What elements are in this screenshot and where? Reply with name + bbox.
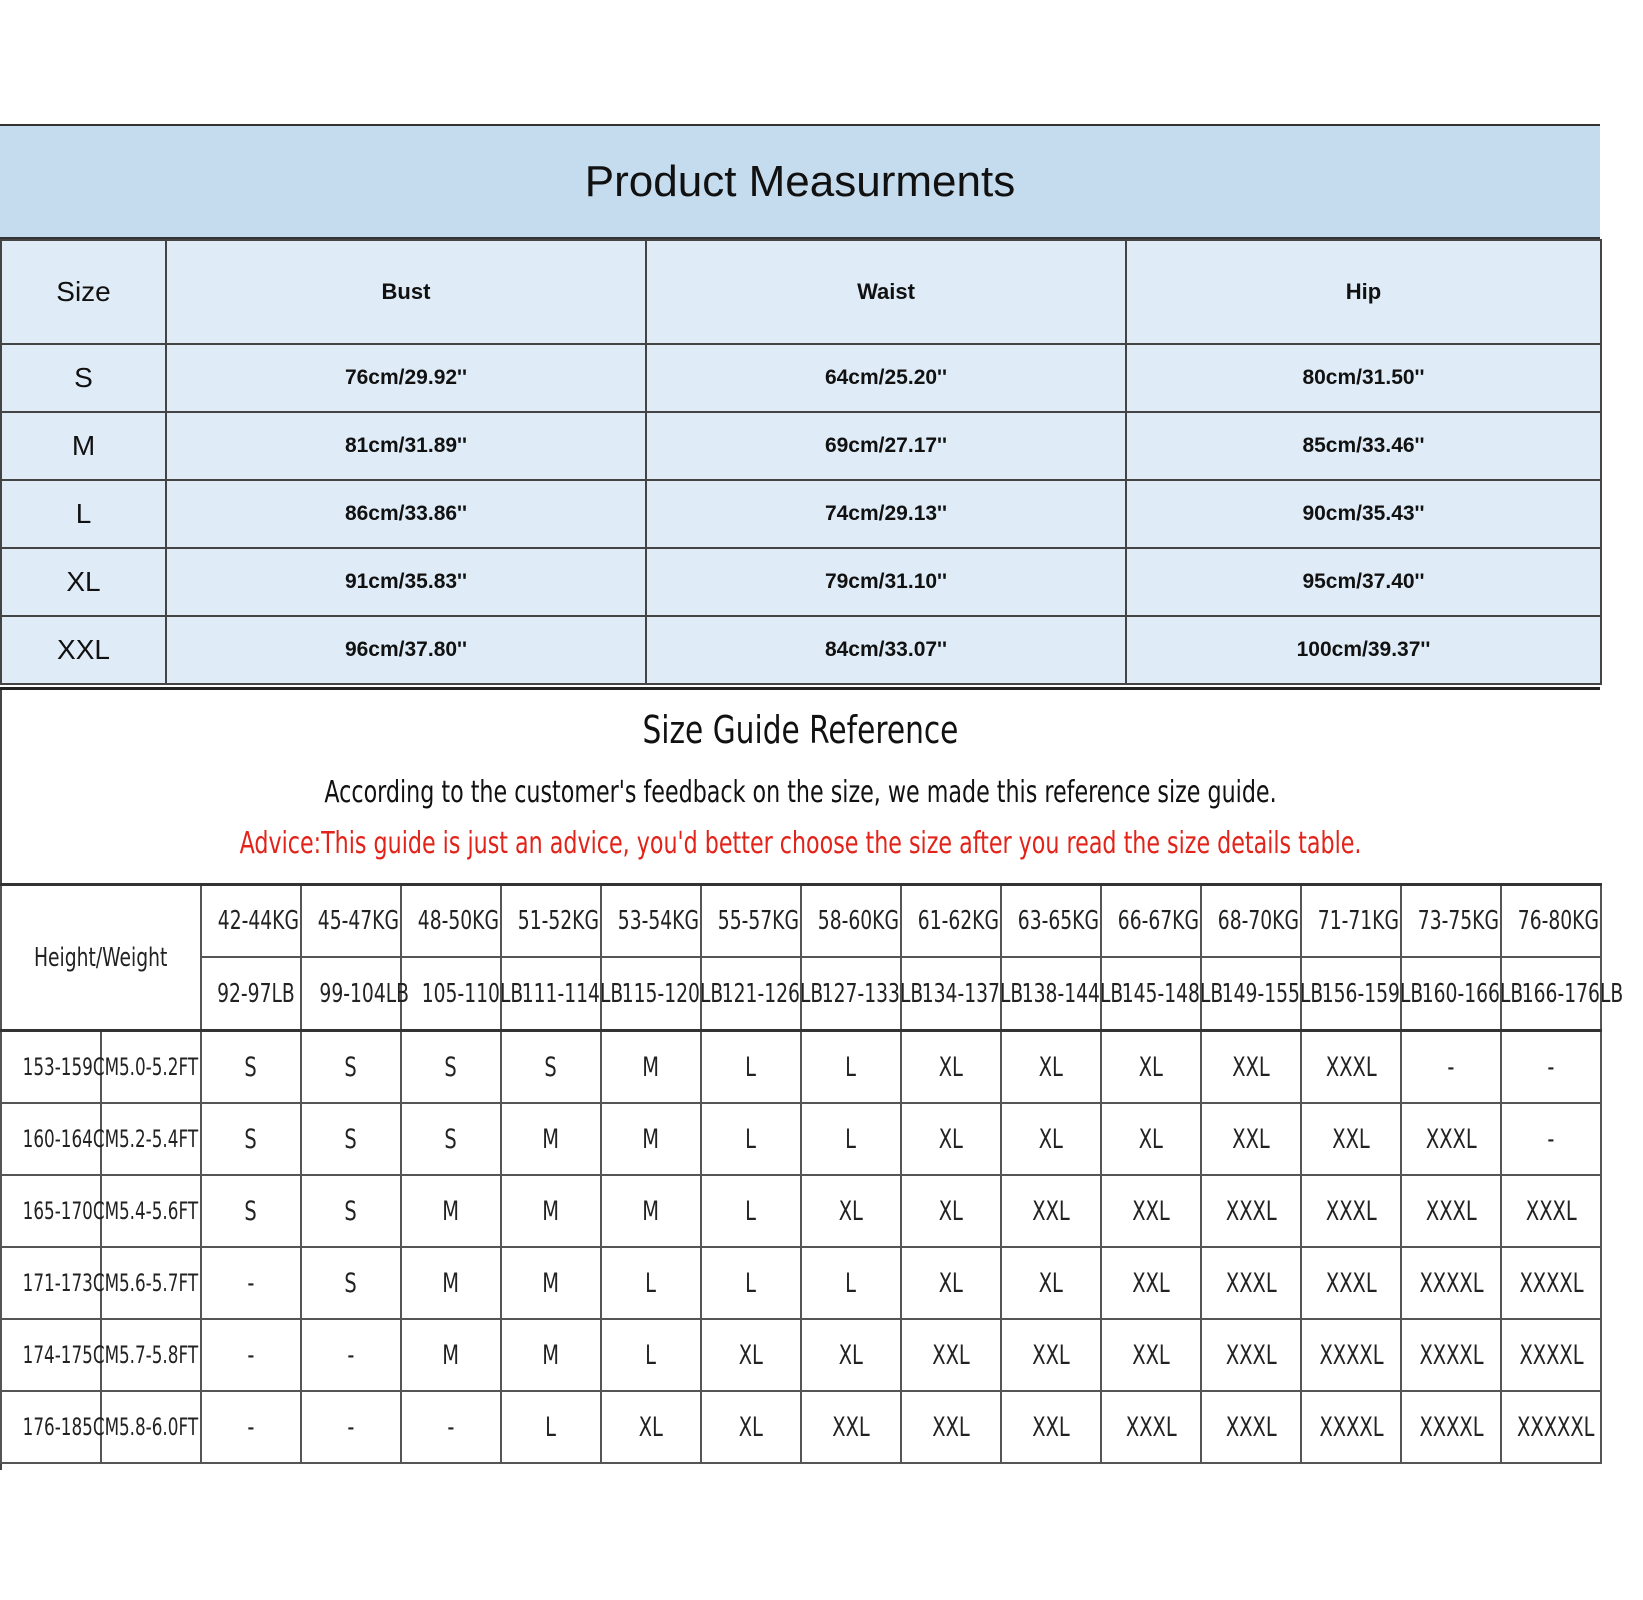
- weight-kg-header: [701, 885, 801, 958]
- recommended-size: XXXL: [1225, 1339, 1277, 1371]
- recommended-size: XXL: [1132, 1195, 1170, 1227]
- recommended-size-cell: [1101, 1031, 1201, 1104]
- weight-kg-label: 55-57KG: [717, 906, 799, 936]
- weight-lb-label: 127-133LB: [821, 978, 924, 1009]
- recommended-size: S: [344, 1195, 358, 1227]
- recommended-size-cell: [501, 1103, 601, 1175]
- weight-kg-label: 73-75KG: [1417, 906, 1499, 936]
- recommended-size-cell: [1401, 1103, 1501, 1175]
- recommended-size: M: [442, 1195, 460, 1227]
- recommended-size: XXL: [832, 1411, 870, 1443]
- recommended-size-cell: [1201, 1247, 1301, 1319]
- recommended-size-cell: [201, 1103, 301, 1175]
- recommended-size-cell: [701, 1031, 801, 1104]
- bust-cell: 76cm/29.92'': [166, 344, 646, 412]
- recommended-size: M: [642, 1123, 660, 1155]
- height-ft-label: 5.4-5.6FT: [118, 1197, 199, 1225]
- recommended-size-cell: [301, 1319, 401, 1391]
- weight-kg-label: 76-80KG: [1517, 906, 1599, 936]
- weight-lb-label: 138-144LB: [1021, 978, 1124, 1009]
- recommended-size-cell: [1401, 1319, 1501, 1391]
- recommended-size: -: [247, 1339, 255, 1371]
- weight-kg-label: 45-47KG: [317, 906, 399, 936]
- recommended-size-cell: [1301, 1103, 1401, 1175]
- weight-kg-header: [1201, 885, 1301, 958]
- weight-kg-row: [1, 885, 1601, 958]
- recommended-size-cell: [1401, 1031, 1501, 1104]
- header-waist: Waist: [646, 240, 1126, 344]
- recommended-size: -: [1547, 1051, 1555, 1083]
- recommended-size: XL: [1038, 1123, 1064, 1155]
- recommended-size-cell: [1301, 1319, 1401, 1391]
- recommended-size-cell: [801, 1175, 901, 1247]
- size-guide-row: [1, 1247, 1601, 1319]
- weight-kg-label: 42-44KG: [217, 906, 299, 936]
- height-cm-cell: [1, 1103, 120, 1175]
- recommended-size-cell: [901, 1031, 1001, 1104]
- recommended-size: L: [745, 1195, 757, 1227]
- recommended-size: S: [344, 1051, 358, 1083]
- recommended-size: L: [745, 1123, 757, 1155]
- weight-kg-label: 58-60KG: [817, 906, 899, 936]
- bust-cell: 81cm/31.89'': [166, 412, 646, 480]
- weight-lb-label: 121-126LB: [721, 978, 824, 1009]
- size-guide-row: [1, 1391, 1601, 1463]
- weight-lb-label: 149-155LB: [1221, 978, 1324, 1009]
- size-guide-row: [1, 1319, 1601, 1391]
- recommended-size: XXXXL: [1318, 1411, 1384, 1443]
- recommended-size-cell: [601, 1247, 701, 1319]
- weight-lb-header: [301, 957, 410, 1031]
- weight-lb-label: 145-148LB: [1121, 978, 1224, 1009]
- recommended-size-cell: [1301, 1247, 1401, 1319]
- recommended-size: XXXXXL: [1517, 1411, 1595, 1443]
- recommended-size-cell: [301, 1247, 401, 1319]
- weight-kg-label: 71-71KG: [1317, 906, 1399, 936]
- recommended-size-cell: [701, 1391, 801, 1463]
- weight-lb-label: 115-120LB: [621, 978, 724, 1009]
- recommended-size-cell: [801, 1319, 901, 1391]
- recommended-size-cell: [701, 1175, 801, 1247]
- header-hip: Hip: [1126, 240, 1601, 344]
- recommended-size: XXXL: [1425, 1195, 1477, 1227]
- recommended-size-cell: [301, 1175, 401, 1247]
- weight-kg-label: 66-67KG: [1117, 906, 1199, 936]
- recommended-size: L: [645, 1267, 657, 1299]
- recommended-size: XL: [938, 1195, 964, 1227]
- height-cm-cell: [1, 1391, 120, 1463]
- recommended-size: L: [845, 1267, 857, 1299]
- recommended-size-cell: [301, 1031, 401, 1104]
- size-cell: S: [1, 344, 166, 412]
- recommended-size: S: [244, 1051, 258, 1083]
- recommended-size-cell: [401, 1103, 501, 1175]
- recommended-size-cell: [1101, 1103, 1201, 1175]
- weight-kg-header: [1401, 885, 1501, 958]
- recommended-size-cell: [201, 1031, 301, 1104]
- waist-cell: 64cm/25.20'': [646, 344, 1126, 412]
- size-cell: XXL: [1, 616, 166, 684]
- height-cm-cell: [1, 1031, 120, 1104]
- recommended-size-cell: [601, 1175, 701, 1247]
- recommended-size-cell: [1201, 1103, 1301, 1175]
- weight-lb-label: 111-114LB: [521, 978, 624, 1009]
- hip-cell: 95cm/37.40'': [1126, 548, 1601, 616]
- hip-cell: 90cm/35.43'': [1126, 480, 1601, 548]
- recommended-size-cell: [201, 1391, 301, 1463]
- waist-cell: 79cm/31.10'': [646, 548, 1126, 616]
- measurements-header-row: [1, 240, 1601, 344]
- recommended-size: XXXXL: [1418, 1411, 1484, 1443]
- recommended-size: L: [845, 1051, 857, 1083]
- recommended-size: M: [542, 1195, 560, 1227]
- weight-lb-label: 160-166LB: [1421, 978, 1524, 1009]
- recommended-size: S: [444, 1051, 458, 1083]
- recommended-size-cell: [1001, 1175, 1101, 1247]
- recommended-size-cell: [901, 1103, 1001, 1175]
- waist-cell: 84cm/33.07'': [646, 616, 1126, 684]
- waist-cell: 74cm/29.13'': [646, 480, 1126, 548]
- recommended-size-cell: [1501, 1391, 1601, 1463]
- recommended-size: XL: [938, 1267, 964, 1299]
- recommended-size: -: [347, 1339, 355, 1371]
- recommended-size: XXXL: [1225, 1267, 1277, 1299]
- size-guide-description: According to the customer's feedback on the size, we made this reference size guide.: [324, 775, 1277, 810]
- height-ft-label: 5.7-5.8FT: [118, 1341, 199, 1369]
- recommended-size: L: [745, 1267, 757, 1299]
- height-ft-label: 5.6-5.7FT: [118, 1269, 199, 1297]
- recommended-size: XL: [1138, 1051, 1164, 1083]
- recommended-size-cell: [1401, 1247, 1501, 1319]
- header-bust: Bust: [166, 240, 646, 344]
- recommended-size: XXXXL: [1518, 1339, 1584, 1371]
- weight-kg-label: 68-70KG: [1217, 906, 1299, 936]
- recommended-size: M: [642, 1195, 660, 1227]
- recommended-size-cell: [1501, 1247, 1601, 1319]
- recommended-size-cell: [601, 1319, 701, 1391]
- recommended-size: XXXL: [1425, 1123, 1477, 1155]
- recommended-size-cell: [601, 1103, 701, 1175]
- height-ft-label: 5.2-5.4FT: [118, 1125, 199, 1153]
- weight-lb-label: 166-176LB: [1521, 978, 1624, 1009]
- size-guide-table: [0, 883, 1624, 1464]
- size-cell: M: [1, 412, 166, 480]
- recommended-size-cell: [401, 1175, 501, 1247]
- recommended-size: M: [442, 1339, 460, 1371]
- recommended-size: L: [745, 1051, 757, 1083]
- recommended-size: -: [1547, 1123, 1555, 1155]
- recommended-size-cell: [1001, 1103, 1101, 1175]
- measurement-row: [1, 616, 1601, 684]
- size-cell: L: [1, 480, 166, 548]
- recommended-size-cell: [1201, 1175, 1301, 1247]
- recommended-size: XXXL: [1225, 1411, 1277, 1443]
- weight-lb-header: [201, 957, 301, 1031]
- recommended-size: XL: [838, 1339, 864, 1371]
- height-cm-cell: [1, 1175, 120, 1247]
- size-guide-row: [1, 1031, 1601, 1104]
- weight-kg-label: 53-54KG: [617, 906, 699, 936]
- weight-lb-row: [1, 957, 1601, 1031]
- recommended-size-cell: [201, 1319, 301, 1391]
- weight-kg-header: [301, 885, 401, 958]
- measurement-row: [1, 344, 1601, 412]
- recommended-size: XXXXL: [1418, 1339, 1484, 1371]
- weight-kg-header: [801, 885, 901, 958]
- recommended-size-cell: [401, 1391, 501, 1463]
- recommended-size: XXL: [1132, 1339, 1170, 1371]
- recommended-size-cell: [1101, 1247, 1201, 1319]
- height-cm-label: 171-173CM: [22, 1269, 120, 1297]
- recommended-size: XXXXL: [1518, 1267, 1584, 1299]
- weight-kg-header: [601, 885, 701, 958]
- waist-cell: 69cm/27.17'': [646, 412, 1126, 480]
- recommended-size: XXL: [932, 1411, 970, 1443]
- recommended-size-cell: [501, 1247, 601, 1319]
- recommended-size: XXXL: [1525, 1195, 1577, 1227]
- recommended-size-cell: [1401, 1175, 1501, 1247]
- recommended-size-cell: [1301, 1031, 1401, 1104]
- recommended-size: XXL: [1232, 1123, 1270, 1155]
- recommended-size: S: [344, 1123, 358, 1155]
- recommended-size: XXL: [1232, 1051, 1270, 1083]
- recommended-size-cell: [901, 1391, 1001, 1463]
- recommended-size-cell: [1101, 1175, 1201, 1247]
- weight-kg-header: [1301, 885, 1401, 958]
- height-cm-label: 165-170CM: [22, 1197, 120, 1225]
- recommended-size-cell: [201, 1247, 301, 1319]
- recommended-size-cell: [1501, 1175, 1601, 1247]
- recommended-size: XXXL: [1325, 1051, 1377, 1083]
- recommended-size: -: [247, 1267, 255, 1299]
- recommended-size-cell: [1501, 1031, 1601, 1104]
- height-cm-label: 176-185CM: [22, 1413, 120, 1441]
- recommended-size: L: [645, 1339, 657, 1371]
- weight-lb-label: 134-137LB: [921, 978, 1024, 1009]
- recommended-size-cell: [1101, 1319, 1201, 1391]
- recommended-size-cell: [201, 1175, 301, 1247]
- recommended-size-cell: [301, 1391, 401, 1463]
- recommended-size-cell: [801, 1247, 901, 1319]
- recommended-size-cell: [1301, 1391, 1401, 1463]
- recommended-size-cell: [801, 1103, 901, 1175]
- recommended-size: XXL: [1032, 1339, 1070, 1371]
- recommended-size-cell: [1501, 1103, 1601, 1175]
- recommended-size-cell: [1301, 1175, 1401, 1247]
- header-size: Size: [1, 240, 166, 344]
- recommended-size: M: [542, 1267, 560, 1299]
- size-guide-title: Size Guide Reference: [642, 708, 959, 752]
- recommended-size-cell: [1201, 1391, 1301, 1463]
- measurements-table: [0, 239, 1602, 685]
- size-cell: XL: [1, 548, 166, 616]
- weight-kg-header: [901, 885, 1001, 958]
- bust-cell: 86cm/33.86'': [166, 480, 646, 548]
- height-cm-label: 160-164CM: [22, 1125, 120, 1153]
- recommended-size-cell: [401, 1319, 501, 1391]
- recommended-size: XL: [638, 1411, 664, 1443]
- weight-kg-header: [201, 885, 301, 958]
- recommended-size-cell: [301, 1103, 401, 1175]
- weight-lb-label: 92-97LB: [217, 978, 295, 1009]
- weight-kg-label: 51-52KG: [517, 906, 599, 936]
- recommended-size-cell: [901, 1247, 1001, 1319]
- recommended-size: XXL: [1032, 1411, 1070, 1443]
- recommended-size-cell: [701, 1247, 801, 1319]
- recommended-size-cell: [801, 1391, 901, 1463]
- recommended-size-cell: [501, 1391, 601, 1463]
- recommended-size: XL: [938, 1051, 964, 1083]
- corner-label: Height/Weight: [34, 942, 168, 973]
- weight-kg-header: [1101, 885, 1201, 958]
- recommended-size-cell: [501, 1175, 601, 1247]
- recommended-size: L: [845, 1123, 857, 1155]
- height-cm-cell: [1, 1319, 120, 1391]
- product-measurements-section: [0, 124, 1600, 689]
- recommended-size: -: [347, 1411, 355, 1443]
- recommended-size-cell: [501, 1031, 601, 1104]
- size-guide-advice: Advice:This guide is just an advice, you'd better choose the size after you read the size details table.: [239, 826, 1362, 861]
- recommended-size-cell: [1401, 1391, 1501, 1463]
- weight-kg-header: [1001, 885, 1101, 958]
- weight-kg-header: [401, 885, 501, 958]
- bust-cell: 91cm/35.83'': [166, 548, 646, 616]
- recommended-size: XXXL: [1325, 1267, 1377, 1299]
- recommended-size: XXL: [932, 1339, 970, 1371]
- recommended-size: XXL: [1332, 1123, 1370, 1155]
- recommended-size: XXL: [1032, 1195, 1070, 1227]
- recommended-size: XL: [938, 1123, 964, 1155]
- measurements-title: Product Measurments: [0, 124, 1600, 239]
- recommended-size: XXXL: [1325, 1195, 1377, 1227]
- recommended-size: -: [1447, 1051, 1455, 1083]
- height-cm-label: 174-175CM: [22, 1341, 120, 1369]
- weight-lb-header: [401, 957, 524, 1031]
- recommended-size: M: [542, 1339, 560, 1371]
- recommended-size: S: [244, 1123, 258, 1155]
- recommended-size: S: [344, 1267, 358, 1299]
- recommended-size: XL: [738, 1339, 764, 1371]
- size-guide-row: [1, 1175, 1601, 1247]
- recommended-size-cell: [1001, 1319, 1101, 1391]
- weight-lb-label: 99-104LB: [319, 978, 410, 1009]
- height-cm-label: 153-159CM: [22, 1053, 120, 1081]
- recommended-size-cell: [601, 1031, 701, 1104]
- recommended-size-cell: [901, 1175, 1001, 1247]
- weight-lb-label: 105-110LB: [421, 978, 524, 1009]
- recommended-size-cell: [1201, 1031, 1301, 1104]
- weight-kg-header: [1501, 885, 1601, 958]
- recommended-size-cell: [601, 1391, 701, 1463]
- hip-cell: 85cm/33.46'': [1126, 412, 1601, 480]
- recommended-size: XL: [738, 1411, 764, 1443]
- recommended-size: XL: [1038, 1267, 1064, 1299]
- measurement-row: [1, 412, 1601, 480]
- recommended-size: XL: [1138, 1123, 1164, 1155]
- recommended-size-cell: [501, 1319, 601, 1391]
- hip-cell: 80cm/31.50'': [1126, 344, 1601, 412]
- weight-kg-label: 48-50KG: [417, 906, 499, 936]
- recommended-size: M: [442, 1267, 460, 1299]
- recommended-size-cell: [1101, 1391, 1201, 1463]
- recommended-size: L: [545, 1411, 557, 1443]
- size-guide-row: [1, 1103, 1601, 1175]
- weight-kg-label: 61-62KG: [917, 906, 999, 936]
- recommended-size: S: [544, 1051, 558, 1083]
- recommended-size-cell: [401, 1247, 501, 1319]
- recommended-size-cell: [1001, 1391, 1101, 1463]
- recommended-size-cell: [701, 1103, 801, 1175]
- recommended-size: XXL: [1132, 1267, 1170, 1299]
- recommended-size: M: [542, 1123, 560, 1155]
- recommended-size-cell: [701, 1319, 801, 1391]
- recommended-size-cell: [1201, 1319, 1301, 1391]
- recommended-size: XL: [838, 1195, 864, 1227]
- weight-kg-label: 63-65KG: [1017, 906, 1099, 936]
- weight-lb-label: 156-159LB: [1321, 978, 1424, 1009]
- recommended-size: XXXXL: [1318, 1339, 1384, 1371]
- recommended-size: XXXL: [1225, 1195, 1277, 1227]
- height-cm-cell: [1, 1247, 120, 1319]
- height-weight-corner: [1, 885, 201, 1031]
- recommended-size-cell: [901, 1319, 1001, 1391]
- height-ft-label: 5.8-6.0FT: [118, 1413, 199, 1441]
- recommended-size: XXXL: [1125, 1411, 1177, 1443]
- recommended-size-cell: [401, 1031, 501, 1104]
- recommended-size-cell: [1501, 1319, 1601, 1391]
- bust-cell: 96cm/37.80'': [166, 616, 646, 684]
- measurement-row: [1, 480, 1601, 548]
- recommended-size-cell: [1001, 1247, 1101, 1319]
- weight-kg-header: [501, 885, 601, 958]
- measurement-row: [1, 548, 1601, 616]
- recommended-size: XXXXL: [1418, 1267, 1484, 1299]
- height-ft-label: 5.0-5.2FT: [118, 1053, 199, 1081]
- recommended-size-cell: [1001, 1031, 1101, 1104]
- recommended-size: S: [244, 1195, 258, 1227]
- recommended-size: M: [642, 1051, 660, 1083]
- hip-cell: 100cm/39.37'': [1126, 616, 1601, 684]
- recommended-size: XL: [1038, 1051, 1064, 1083]
- recommended-size: -: [447, 1411, 455, 1443]
- recommended-size-cell: [801, 1031, 901, 1104]
- recommended-size: -: [247, 1411, 255, 1443]
- recommended-size: S: [444, 1123, 458, 1155]
